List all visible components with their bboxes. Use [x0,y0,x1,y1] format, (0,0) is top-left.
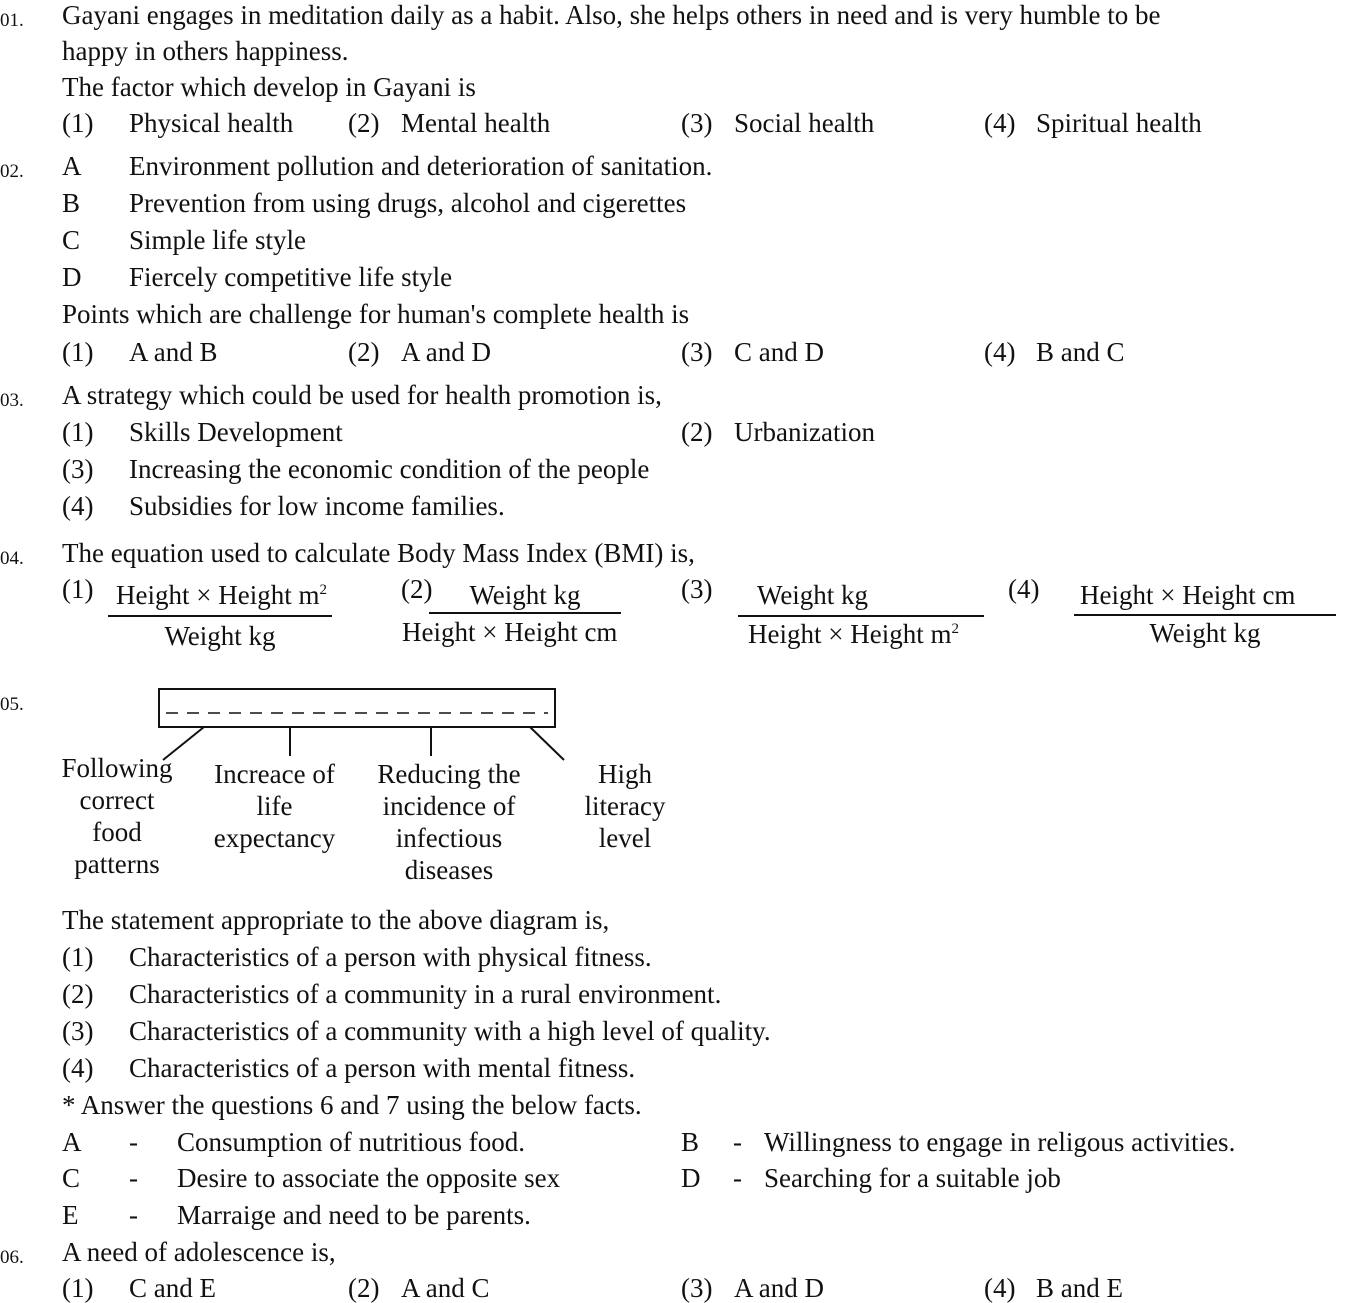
question-number: 02. [0,161,24,182]
diagram-label: Following correct food patterns [61,753,173,879]
question-text: The factor which develop in Gayani is [62,72,476,102]
option-text: A and B [129,337,218,367]
option-number: (2) [62,979,94,1009]
option-text: Characteristics of a community in a rural environment. [129,979,722,1009]
fact-dash: - [733,1127,742,1157]
statement-key: C [62,225,81,255]
option-text: A and D [401,337,491,367]
option-text: Social health [734,108,875,138]
diagram-label: High literacy level [584,759,666,853]
fact-text: Marraige and need to be parents. [177,1200,531,1230]
option-number: (1) [62,942,94,972]
instruction-text: * Answer the questions 6 and 7 using the below facts. [62,1090,642,1120]
statement-key: A [62,151,82,181]
option-number: (2) [348,108,380,138]
option-number: (1) [62,1273,94,1303]
fraction-numerator: Weight kg [757,580,869,610]
fraction-denominator: Weight kg [1149,618,1261,648]
option-number: (1) [62,108,94,138]
fact-text: Willingness to engage in religous activities. [764,1127,1236,1157]
option-number: (4) [1008,574,1040,604]
answer-box [159,689,555,727]
question-text: A strategy which could be used for health promotion is, [62,380,662,410]
fact-dash: - [129,1200,138,1230]
question-text: A need of adolescence is, [62,1237,336,1267]
question-text: Gayani engages in meditation daily as a habit. Also, she helps others in need and is very humble to be [62,0,1161,30]
fact-key: C [62,1163,81,1193]
option-number: (4) [62,491,94,521]
option-text: C and E [129,1273,216,1303]
fact-key: E [62,1200,79,1230]
question-text: The statement appropriate to the above diagram is, [62,905,610,935]
fraction-numerator: Height × Height $m^2$ [116,580,327,610]
option-text: Physical health [129,108,294,138]
statement-key: B [62,188,81,218]
option-text: C and D [734,337,824,367]
option-number: (3) [62,454,94,484]
fraction-numerator: Weight kg [469,580,581,610]
statement-text: Simple life style [129,225,306,255]
option-number: (2) [348,337,380,367]
option-text: Characteristics of a person with mental fitness. [129,1053,636,1083]
statement-key: D [62,262,82,292]
option-text: B and C [1036,337,1125,367]
option-text: Characteristics of a community with a high level of quality. [129,1016,771,1046]
option-number: (3) [681,1273,713,1303]
option-number: (4) [984,1273,1016,1303]
option-number: (2) [348,1273,380,1303]
question-number: 01. [0,10,24,31]
option-text: Mental health [401,108,551,138]
option-text: Increasing the economic condition of the people [129,454,650,484]
option-number: (2) [681,417,713,447]
fact-dash: - [733,1163,742,1193]
option-number: (3) [681,337,713,367]
question-text: The equation used to calculate Body Mass Index (BMI) is, [62,538,695,568]
question-text: Points which are challenge for human's complete health is [62,299,690,329]
fact-dash: - [129,1163,138,1193]
fraction-denominator: Height × Height $m^2$ [748,619,959,649]
option-number: (4) [984,337,1016,367]
question-number: 05. [0,694,24,715]
fraction-numerator: Height × Height cm [1080,580,1296,610]
option-text: Spiritual health [1036,108,1202,138]
question-number: 06. [0,1247,24,1268]
diagram-label: Increace of life expectancy [213,759,336,853]
option-text: A and C [401,1273,490,1303]
fact-key: D [681,1163,701,1193]
question-number: 04. [0,548,24,569]
fraction-denominator: Height × Height cm [402,617,618,647]
option-text: Characteristics of a person with physical fitness. [129,942,652,972]
option-number: (4) [62,1053,94,1083]
fact-text: Consumption of nutritious food. [177,1127,526,1157]
fraction-denominator: Weight kg [164,621,276,651]
option-text: Skills Development [129,417,343,447]
fact-key: B [681,1127,700,1157]
fact-text: Searching for a suitable job [764,1163,1061,1193]
option-text: Urbanization [734,417,875,447]
option-number: (4) [984,108,1016,138]
connector-line [530,727,564,760]
option-text: B and E [1036,1273,1123,1303]
statement-text: Prevention from using drugs, alcohol and cigerettes [129,188,687,218]
option-text: A and D [734,1273,824,1303]
fact-key: A [62,1127,82,1157]
fact-dash: - [129,1127,138,1157]
option-number: (3) [62,1016,94,1046]
option-text: Subsidies for low income families. [129,491,505,521]
diagram-label: Reducing the incidence of infectious diseases [377,759,521,885]
statement-text: Environment pollution and deterioration of sanitation. [129,151,713,181]
option-number: (2) [401,574,433,604]
question-text: happy in others happiness. [62,36,349,66]
statement-text: Fiercely competitive life style [129,262,453,292]
fact-text: Desire to associate the opposite sex [177,1163,561,1193]
option-number: (1) [62,574,94,604]
option-number: (3) [681,574,713,604]
question-number: 03. [0,390,24,411]
option-number: (1) [62,337,94,367]
option-number: (1) [62,417,94,447]
option-number: (3) [681,108,713,138]
